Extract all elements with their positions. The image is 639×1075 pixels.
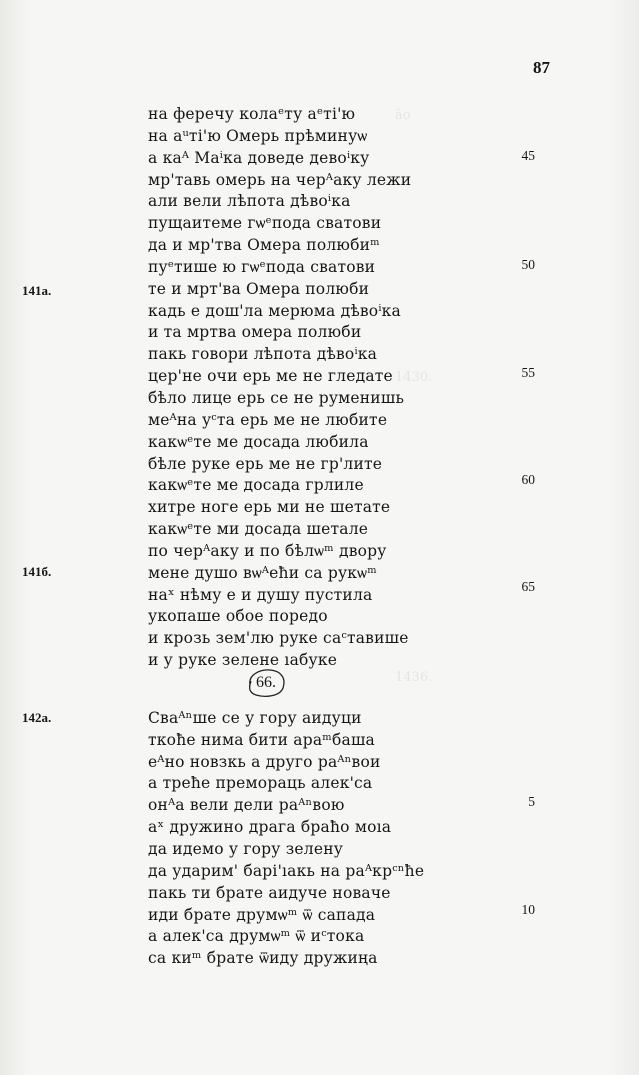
verse-line: цер'не очи ерь ме не гледате [148,367,393,386]
verse-line: пущаитеме гѡᵉпода сватови [148,214,382,233]
verse-line: какѡᵉте ме досада любила [148,432,369,451]
verse-line: пакь ти брате аидуче новаче [148,883,391,902]
folio-marker: 141а. [22,283,52,298]
page-number: 87 [533,58,550,77]
line-number: 10 [521,902,535,917]
verse-line: по черᴬаку и по бѣлѡᵐ двору [148,541,387,560]
verse-line: кадь е дош'ла мерюма дѣвоⁱка [148,301,401,320]
song-number [244,667,288,699]
folio-marker: 141б. [22,564,52,579]
verse-line: али вели лѣпота дѣвоⁱка [148,192,351,211]
verse-line: укопаше обое поредо [148,607,328,626]
verse-line: Сваᴬⁿше се у гору аидуци [148,708,362,727]
verse-line: аˣ дружино драга браħо моıа [148,818,392,837]
verse-line: какѡᵉте ми досада шетале [148,520,369,539]
verse-line: онᴬа вели дели раᴬⁿвою [148,796,345,815]
verse-line: да ударим' барi'ıакь на раᴬкрᶜⁿħе [148,861,425,880]
verse-line: да и мр'тва Омера полюбиᵐ [148,236,380,255]
verse-line: иди брате друмѡᵐ ѿ сапада [148,905,376,924]
verse-line: са киᵐ брате ѿиду дружиңа [148,949,378,968]
verse-line: и крозь зем'лю руке саᶜтавише [148,629,409,648]
verse-line: а алек'са друмѡᵐ ѿ иᶜтока [148,927,365,946]
bleed-through-mark: 1436. [395,670,433,685]
line-number: 50 [521,257,535,272]
verse-line: те и мрт'ва Омера полюби [148,279,370,298]
verse-line: и та мртва омера полюби [148,323,362,342]
verse-line: какѡᵉте ме досада грлиле [148,476,364,495]
verse-line: хитре ноге ерь ми не шетате [148,498,391,517]
song-separator [148,672,528,708]
verse-line: и у руке зелене ıабуке [148,651,338,670]
verse-line: да идемо у гору зелену [148,840,344,858]
verse-line: мене душо вѡᴬеħи са рукѡᵐ [148,563,377,582]
verse-line: а каᴬ Маⁱка доведе девоⁱку [148,148,370,167]
bleed-through-mark: 1430. [395,370,433,385]
line-number: 45 [521,148,535,163]
verse-line: ткоħе нима бити араᵐбаша [148,730,375,749]
verse-line: бѣле руке ерь ме не гр'лите [148,454,383,473]
verse-line: меᴬна уᶜта ерь ме не любите [148,410,388,429]
line-number: 60 [521,472,535,487]
verse-line: наˣ нѣму е и душу пустила [148,585,373,604]
verse-line: а треħе премораць алек'са [148,774,373,793]
verse-line: бѣло лице ерь се не руменишь [148,388,405,407]
song-number-text: 66. [256,674,276,691]
folio-marker: 142а. [22,710,52,725]
verse-line: мр'тавь омерь на черᴬаку лежи [148,170,412,189]
bleed-through-mark: а̑о [395,108,411,123]
verse-line: пуᵉтише ю гѡᵉпода сватови [148,257,376,276]
verse-line: еᴬно новзкь а друго раᴬⁿвои [148,752,381,771]
verse-block [148,104,528,970]
line-number: 5 [528,794,535,809]
verse-line: на феречу колаᵉту аᵉтi'ю [148,105,356,123]
verse-line: на аᵘтi'ю Омерь прѣминуѡ [148,126,368,145]
line-number: 55 [521,365,535,380]
line-number: 65 [521,579,535,594]
verse-line: пакь говори лѣпота дѣвоⁱка [148,345,378,364]
